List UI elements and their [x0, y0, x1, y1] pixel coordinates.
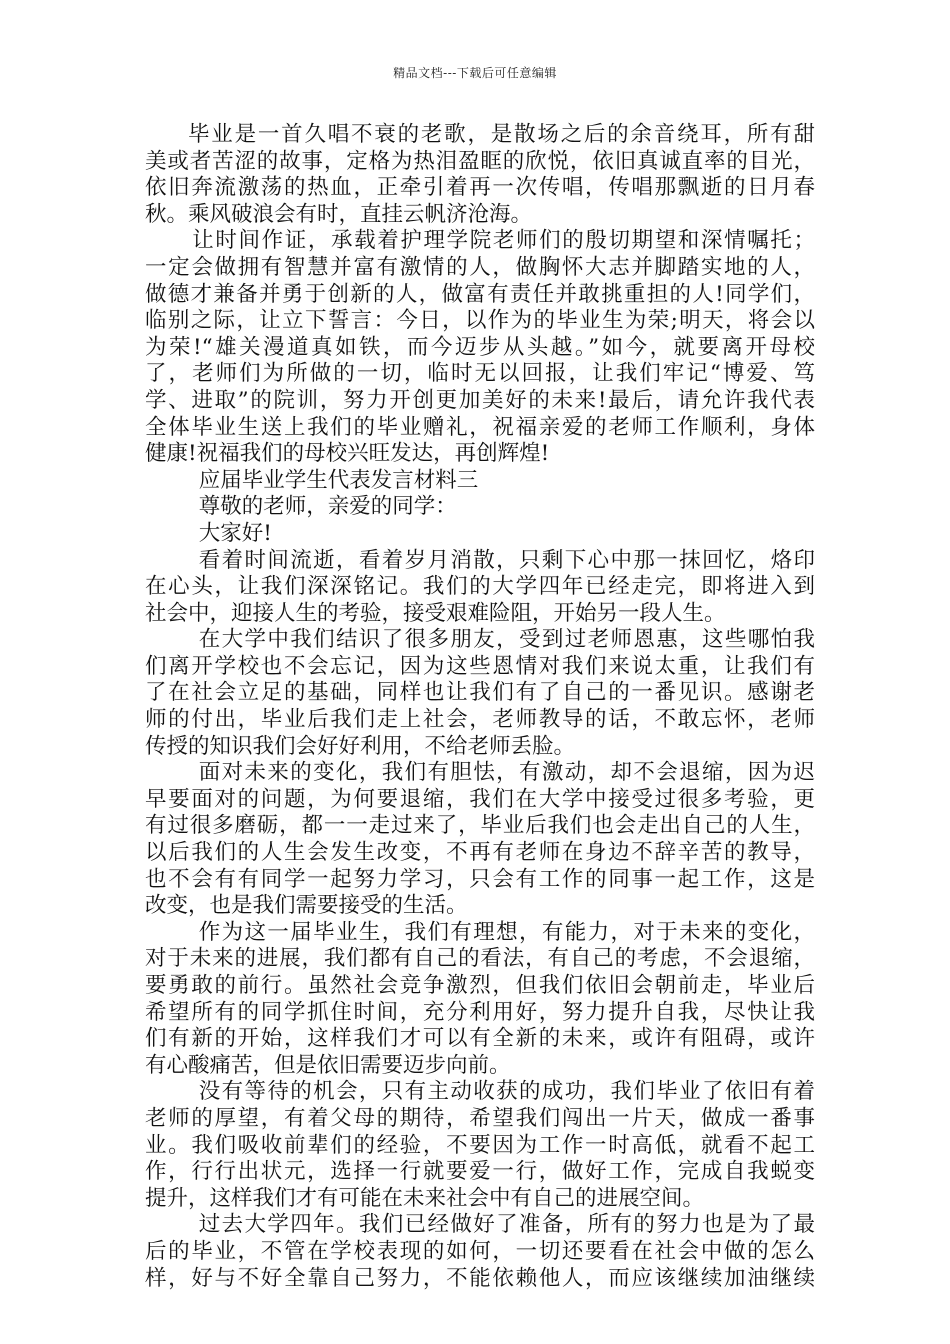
text-line: 提升，这样我们才有可能在未来社会中有自己的进展空间。 — [145, 1185, 705, 1211]
text-line: 作，行行出状元，选择一行就要爱一行，做好工作，完成自我蜕变 — [145, 1159, 815, 1185]
text-line: 有心酸痛苦，但是依旧需要迈步向前。 — [145, 1052, 511, 1078]
text-line: 健康!祝福我们的母校兴旺发达，再创辉煌! — [145, 441, 550, 467]
text-line: 们有新的开始，这样我们才可以有全新的未来，或许有阻碍，或许 — [145, 1026, 815, 1052]
text-line: 做德才兼备并勇于创新的人，做富有责任并敢挑重担的人!同学们， — [145, 281, 815, 307]
text-line: 传授的知识我们会好好利用，不给老师丢脸。 — [145, 733, 576, 759]
text-line: 业。我们吸收前辈们的经验，不要因为工作一时高低，就看不起工 — [145, 1132, 815, 1158]
text-line: 全体毕业生送上我们的毕业赠礼，祝福亲爱的老师工作顺利，身体 — [145, 414, 815, 440]
text-line: 们离开学校也不会忘记，因为这些恩情对我们来说太重，让我们有 — [145, 653, 815, 679]
text-line: 了在社会立足的基础，同样也让我们有了自己的一番见识。感谢老 — [145, 680, 815, 706]
text-line: 过去大学四年。我们已经做好了准备，所有的努力也是为了最 — [198, 1212, 815, 1238]
text-line: 毕业是一首久唱不衰的老歌，是散场之后的余音绕耳，所有甜 — [188, 122, 815, 147]
text-line: 临别之际，让立下誓言：今日，以作为的毕业生为荣;明天，将会以 — [145, 308, 815, 334]
text-line: 大家好! — [198, 520, 272, 546]
text-line: 在心头，让我们深深铭记。我们的大学四年已经走完，即将进入到 — [145, 574, 815, 600]
text-line: 应届毕业学生代表发言材料三 — [198, 467, 479, 493]
text-line: 师的付出，毕业后我们走上社会，老师教导的话，不敢忘怀，老师 — [145, 707, 815, 733]
text-line: 美或者苦涩的故事，定格为热泪盈眶的欣悦，依旧真诚直率的目光， — [145, 148, 815, 174]
text-line: 为荣!“雄关漫道真如铁，而今迈步从头越。”如今，就要离开母校 — [145, 334, 815, 360]
text-line: 看着时间流逝，看着岁月消散，只剩下心中那一抹回忆，烙印 — [198, 547, 815, 573]
text-line: 早要面对的问题，为何要退缩，我们在大学中接受过很多考验，更 — [145, 786, 815, 812]
text-line: 学、进取”的院训，努力开创更加美好的未来!最后，请允许我代表 — [145, 387, 815, 413]
text-line: 以后我们的人生会发生改变，不再有老师在身边不辞辛苦的教导， — [145, 840, 815, 866]
text-line: 了，老师们为所做的一切，临时无以回报，让我们牢记“博爱、笃 — [145, 361, 815, 387]
text-line: 没有等待的机会，只有主动收获的成功，我们毕业了依旧有着 — [198, 1079, 815, 1105]
text-line: 有过很多磨砺，都一一走过来了，毕业后我们也会走出自己的人生， — [145, 813, 815, 839]
text-line: 要勇敢的前行。虽然社会竞争激烈，但我们依旧会朝前走，毕业后 — [145, 973, 815, 998]
text-line: 社会中，迎接人生的考验，接受艰难险阻，开始另一段人生。 — [145, 600, 726, 626]
text-line: 也不会有有同学一起努力学习，只会有工作的同事一起工作，这是 — [145, 866, 815, 892]
text-line: 样，好与不好全靠自己努力，不能依赖他人，而应该继续加油继续 — [145, 1265, 815, 1291]
text-line: 尊敬的老师，亲爱的同学： — [198, 494, 457, 520]
text-line: 后的毕业，不管在学校表现的如何，一切还要看在社会中做的怎么 — [145, 1238, 815, 1264]
text-line: 面对未来的变化，我们有胆怯，有激动，却不会退缩，因为迟 — [198, 760, 815, 786]
text-line: 希望所有的同学抓住时间，充分利用好，努力提升自我，尽快让我 — [145, 999, 815, 1025]
text-line: 改变，也是我们需要接受的生活。 — [145, 893, 468, 919]
document-body — [145, 122, 815, 1292]
text-line: 对于未来的进展，我们都有自己的看法，有自己的考虑，不会退缩， — [145, 946, 815, 972]
text-line: 老师的厚望，有着父母的期待，希望我们闯出一片天，做成一番事 — [145, 1105, 815, 1131]
text-line: 让时间作证，承载着护理学院老师们的殷切期望和深情嘱托； — [192, 228, 815, 254]
text-line: 秋。乘风破浪会有时，直挂云帆济沧海。 — [145, 201, 533, 227]
text-line: 一定会做拥有智慧并富有激情的人，做胸怀大志并脚踏实地的人， — [145, 254, 815, 280]
text-line: 依旧奔流激荡的热血，正牵引着再一次传唱，传唱那飘逝的日月春 — [145, 175, 815, 201]
text-line: 作为这一届毕业生，我们有理想，有能力，对于未来的变化， — [198, 919, 815, 945]
page-header: 精品文档---下载后可任意编辑 — [393, 66, 557, 80]
text-line: 在大学中我们结识了很多朋友，受到过老师恩惠，这些哪怕我 — [198, 627, 815, 653]
